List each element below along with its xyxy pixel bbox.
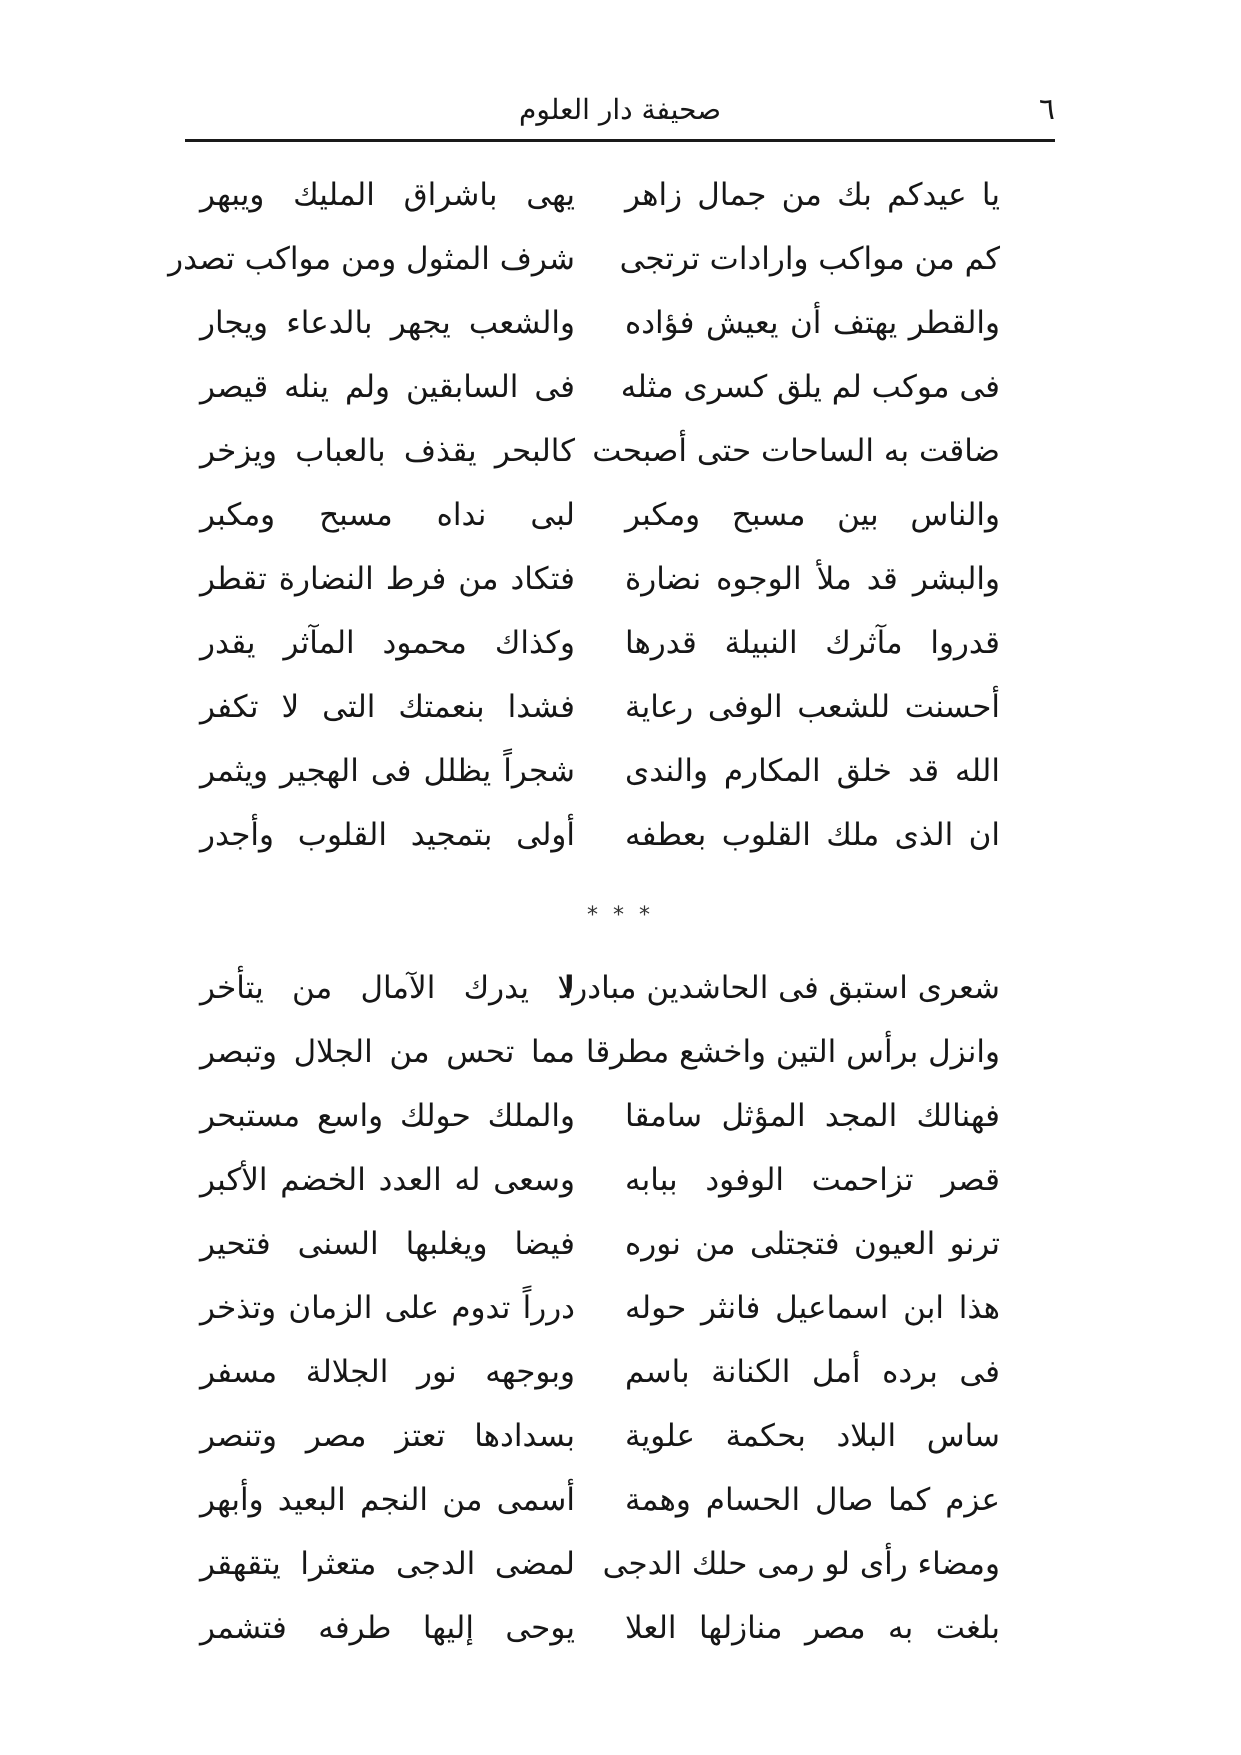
verse [200, 419, 1000, 483]
verse [200, 1532, 1000, 1596]
verse [200, 1084, 1000, 1148]
verse [200, 739, 1000, 803]
second-hemistich: أسمى من النجم البعيد وأبهر [200, 1482, 575, 1518]
second-hemistich: أولى بتمجيد القلوب وأجدر [200, 817, 575, 853]
first-hemistich: ومضاء رأى لو رمى حلك الدجى [602, 1546, 1000, 1582]
first-hemistich: ان الذى ملك القلوب بعطفه [625, 817, 1000, 853]
first-hemistich: وانزل برأس التين واخشع مطرقا [585, 1034, 1000, 1070]
verse [200, 483, 1000, 547]
second-hemistich: فيضا ويغلبها السنى فتحير [200, 1226, 575, 1262]
verse [200, 1340, 1000, 1404]
first-hemistich: قصر تزاحمت الوفود ببابه [625, 1162, 1000, 1198]
second-hemistich: وسعى له العدد الخضم الأكبر [200, 1162, 575, 1198]
first-hemistich: والقطر يهتف أن يعيش فؤاده [625, 305, 1000, 341]
second-hemistich: فتكاد من فرط النضارة تقطر [200, 561, 575, 597]
second-hemistich: فشدا بنعمتك التى لا تكفر [200, 689, 575, 725]
verse [200, 291, 1000, 355]
second-hemistich: يوحى إليها طرفه فتشمر [200, 1610, 575, 1646]
verse [200, 956, 1000, 1020]
first-hemistich: هذا ابن اسماعيل فانثر حوله [625, 1290, 1000, 1326]
verse [200, 1596, 1000, 1660]
section-separator: * * * [587, 903, 654, 928]
second-hemistich: والشعب يجهر بالدعاء ويجار [200, 305, 575, 341]
first-hemistich: شعرى استبق فى الحاشدين مبادرا [563, 970, 1000, 1006]
second-hemistich: وكذاك محمود المآثر يقدر [200, 625, 575, 661]
first-hemistich: فى موكب لم يلق كسرى مثله [620, 369, 1000, 405]
verse [200, 547, 1000, 611]
poem-section-2 [200, 956, 1000, 1660]
verse [200, 803, 1000, 867]
second-hemistich: مما تحس من الجلال وتبصر [200, 1034, 575, 1070]
first-hemistich: ترنو العيون فتجتلى من نوره [625, 1226, 1000, 1262]
second-hemistich: بسدادها تعتز مصر وتنصر [200, 1418, 575, 1454]
verse [200, 1276, 1000, 1340]
first-hemistich: ضاقت به الساحات حتى أصبحت [592, 433, 1000, 469]
first-hemistich: يا عيدكم بك من جمال زاهر [625, 177, 1000, 213]
first-hemistich: ساس البلاد بحكمة علوية [625, 1418, 1000, 1454]
second-hemistich: شجراً يظلل فى الهجير ويثمر [200, 753, 575, 789]
verse [200, 1212, 1000, 1276]
first-hemistich: قدروا مآثرك النبيلة قدرها [625, 625, 1000, 661]
verse [200, 675, 1000, 739]
first-hemistich: فى برده أمل الكنانة باسم [625, 1354, 1000, 1390]
running-title: صحيفة دار العلوم [519, 93, 721, 126]
header-rule [185, 139, 1055, 142]
verse [200, 355, 1000, 419]
first-hemistich: فهنالك المجد المؤثل سامقا [625, 1098, 1000, 1134]
second-hemistich: درراً تدوم على الزمان وتذخر [200, 1290, 575, 1326]
verse [200, 1404, 1000, 1468]
second-hemistich: لا يدرك الآمال من يتأخر [200, 970, 575, 1006]
verse [200, 1020, 1000, 1084]
second-hemistich: لبى نداه مسبح ومكبر [200, 497, 575, 533]
second-hemistich: فى السابقين ولم ينله قيصر [200, 369, 575, 405]
first-hemistich: أحسنت للشعب الوفى رعاية [625, 689, 1000, 725]
verse [200, 1468, 1000, 1532]
verse [200, 1148, 1000, 1212]
first-hemistich: عزم كما صال الحسام وهمة [625, 1482, 1000, 1518]
first-hemistich: الله قد خلق المكارم والندى [625, 753, 1000, 789]
page-header [185, 88, 1055, 138]
second-hemistich: والملك حولك واسع مستبحر [200, 1098, 575, 1134]
first-hemistich: والبشر قد ملأ الوجوه نضارة [625, 561, 1000, 597]
second-hemistich: شرف المثول ومن مواكب تصدر [168, 241, 575, 277]
verse [200, 611, 1000, 675]
poem-section-1 [168, 163, 1000, 867]
second-hemistich: كالبحر يقذف بالعباب ويزخر [200, 433, 575, 469]
second-hemistich: يهى باشراق المليك ويبهر [200, 177, 575, 213]
first-hemistich: بلغت به مصر منازلها العلا [625, 1610, 1000, 1646]
second-hemistich: وبوجهه نور الجلالة مسفر [200, 1354, 575, 1390]
first-hemistich: كم من مواكب وارادات ترتجى [619, 241, 1000, 277]
first-hemistich: والناس بين مسبح ومكبر [625, 497, 1000, 533]
second-hemistich: لمضى الدجى متعثرا يتقهقر [200, 1546, 575, 1582]
page-number: ٦ [1038, 92, 1055, 127]
verse [200, 163, 1000, 227]
verse [168, 227, 1000, 291]
